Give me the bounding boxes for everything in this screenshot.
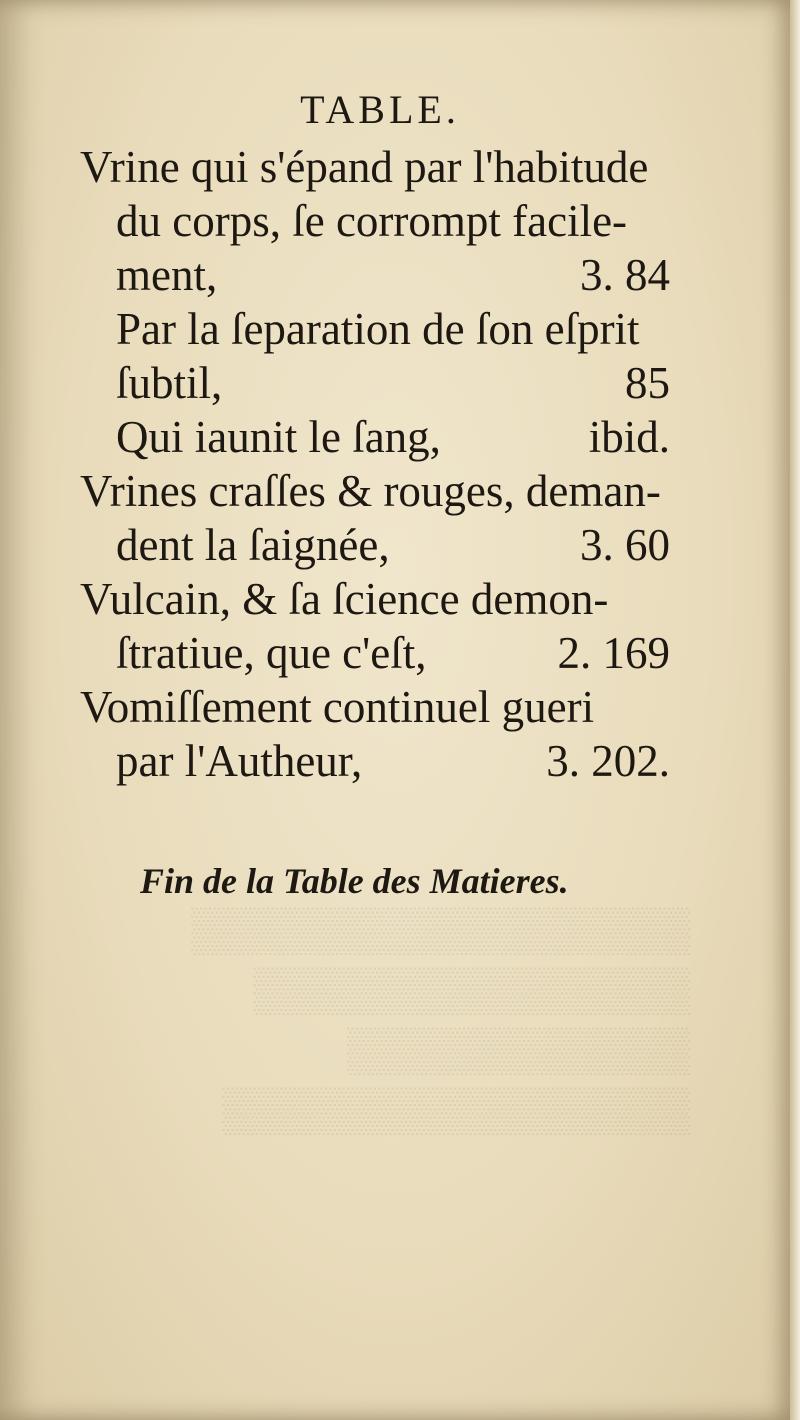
index-entry	[80, 680, 670, 788]
index-entry	[80, 464, 670, 572]
entry-line: Vulcain, & ſa ſcience demon-	[80, 574, 609, 624]
index-entry	[80, 302, 670, 410]
entry-line: Vrine qui s'épand par l'habitude	[80, 142, 649, 192]
index-entry	[80, 572, 670, 680]
entry-line: Vrines craſſes & rouges, deman-	[80, 466, 661, 516]
entry-text: Qui iaunit le ſang,	[116, 412, 441, 462]
entry-line: Vomiſſement continuel gueri	[80, 682, 595, 732]
index-entry	[80, 140, 670, 302]
entry-text: par l'Autheur,	[116, 736, 363, 786]
entry-reference: 3. 84	[580, 250, 670, 300]
show-through-texture: ▒▒▒▒▒▒▒▒▒▒▒▒▒▒▒▒ ▒▒▒▒▒▒▒▒▒▒▒▒▒▒ ▒▒▒▒▒▒▒▒▒▒▒ ▒▒▒▒▒▒▒▒▒▒▒▒▒▒▒	[191, 905, 690, 1134]
entry-line	[80, 626, 670, 680]
entry-text: dent la ſaignée,	[116, 520, 390, 570]
entry-text: ſtratiue, que c'eſt,	[116, 628, 427, 678]
entry-line	[80, 410, 670, 464]
page-header: TABLE.	[300, 87, 460, 132]
entry-reference: ibid.	[588, 412, 670, 462]
entry-line: Par la ſeparation de ſon eſprit	[116, 304, 640, 354]
entry-line	[80, 518, 670, 572]
entry-line	[80, 356, 670, 410]
entry-line	[80, 734, 670, 788]
entry-reference: 2. 169	[557, 628, 670, 678]
entry-line: du corps, ſe corrompt facile-	[116, 196, 628, 246]
page-edge	[790, 0, 800, 1420]
index-entries	[80, 140, 670, 788]
entry-reference: 3. 60	[580, 520, 670, 570]
entry-reference: 3. 202.	[546, 736, 670, 786]
entry-text: ſubtil,	[116, 358, 223, 408]
closing-line: Fin de la Table des Matieres.	[140, 861, 569, 901]
entry-text: ment,	[116, 250, 218, 300]
index-entry	[80, 410, 670, 464]
entry-reference: 85	[625, 358, 670, 408]
entry-line	[80, 248, 670, 302]
